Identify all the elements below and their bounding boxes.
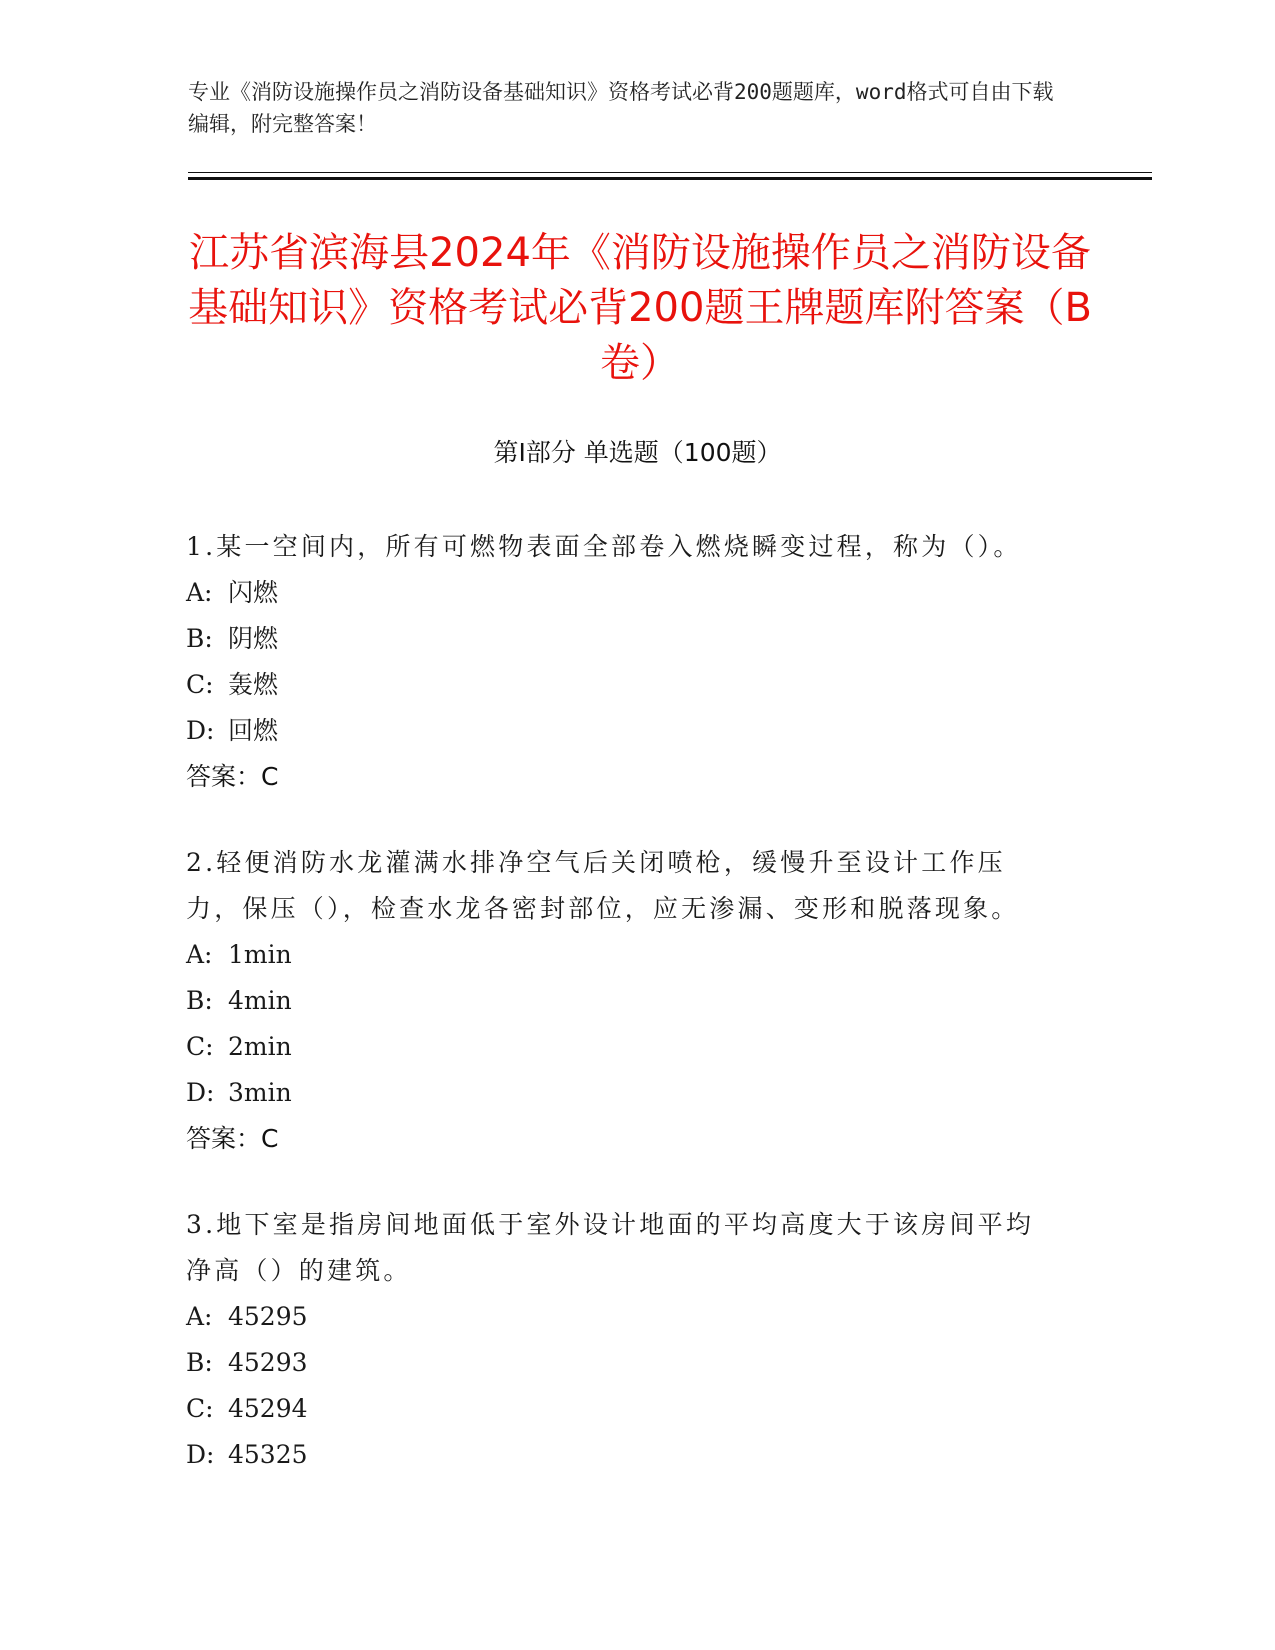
document-title: 江苏省滨海县2024年《消防设施操作员之消防设备基础知识》资格考试必背200题王牌题库附答案（B卷） <box>188 230 1092 386</box>
option-c <box>186 662 1056 708</box>
option-d <box>186 1070 1056 1116</box>
question-2 <box>186 840 1056 1162</box>
option-letter: B: <box>186 624 213 653</box>
option-text: 4min <box>228 986 292 1015</box>
option-letter: D: <box>186 1078 215 1107</box>
option-letter: A: <box>186 940 213 969</box>
header-rule-thick <box>188 177 1152 180</box>
option-c <box>186 1386 1056 1432</box>
option-b <box>186 978 1056 1024</box>
section-heading: 第I部分 单选题（100题） <box>493 438 782 467</box>
question-list <box>186 524 1056 1518</box>
option-text: 45325 <box>228 1440 308 1469</box>
option-letter: B: <box>186 986 213 1015</box>
question-stem: 3.地下室是指房间地面低于室外设计地面的平均高度大于该房间平均净高（）的建筑。 <box>186 1210 1035 1285</box>
question-3 <box>186 1202 1056 1478</box>
option-b <box>186 1340 1056 1386</box>
option-letter: C: <box>186 1032 214 1061</box>
question-1 <box>186 524 1056 800</box>
header-note: 专业《消防设施操作员之消防设备基础知识》资格考试必背200题题库，word格式可自由下载编辑，附完整答案！ <box>188 80 1054 136</box>
option-a <box>186 1294 1056 1340</box>
option-text: 45295 <box>228 1302 308 1331</box>
option-text: 3min <box>228 1078 292 1107</box>
option-a <box>186 570 1056 616</box>
option-text: 2min <box>228 1032 292 1061</box>
answer-line: 答案：C <box>186 762 279 791</box>
option-text: 闪燃 <box>228 578 279 607</box>
header-rule-thin <box>188 172 1152 173</box>
option-letter: C: <box>186 1394 214 1423</box>
question-stem: 2.轻便消防水龙灌满水排净空气后关闭喷枪，缓慢升至设计工作压力，保压（），检查水龙各密封部位，应无渗漏、变形和脱落现象。 <box>186 848 1020 923</box>
option-b <box>186 616 1056 662</box>
option-text: 45293 <box>228 1348 308 1377</box>
option-d <box>186 1432 1056 1478</box>
option-letter: C: <box>186 670 214 699</box>
option-text: 1min <box>228 940 292 969</box>
answer-line: 答案：C <box>186 1124 279 1153</box>
option-letter: B: <box>186 1348 213 1377</box>
option-letter: D: <box>186 716 215 745</box>
option-letter: A: <box>186 1302 213 1331</box>
question-stem: 1.某一空间内，所有可燃物表面全部卷入燃烧瞬变过程，称为（）。 <box>186 532 1022 561</box>
option-d <box>186 708 1056 754</box>
option-a <box>186 932 1056 978</box>
option-text: 阴燃 <box>228 624 279 653</box>
option-letter: D: <box>186 1440 215 1469</box>
option-text: 回燃 <box>228 716 279 745</box>
option-letter: A: <box>186 578 213 607</box>
option-c <box>186 1024 1056 1070</box>
option-text: 45294 <box>228 1394 308 1423</box>
option-text: 轰燃 <box>228 670 279 699</box>
